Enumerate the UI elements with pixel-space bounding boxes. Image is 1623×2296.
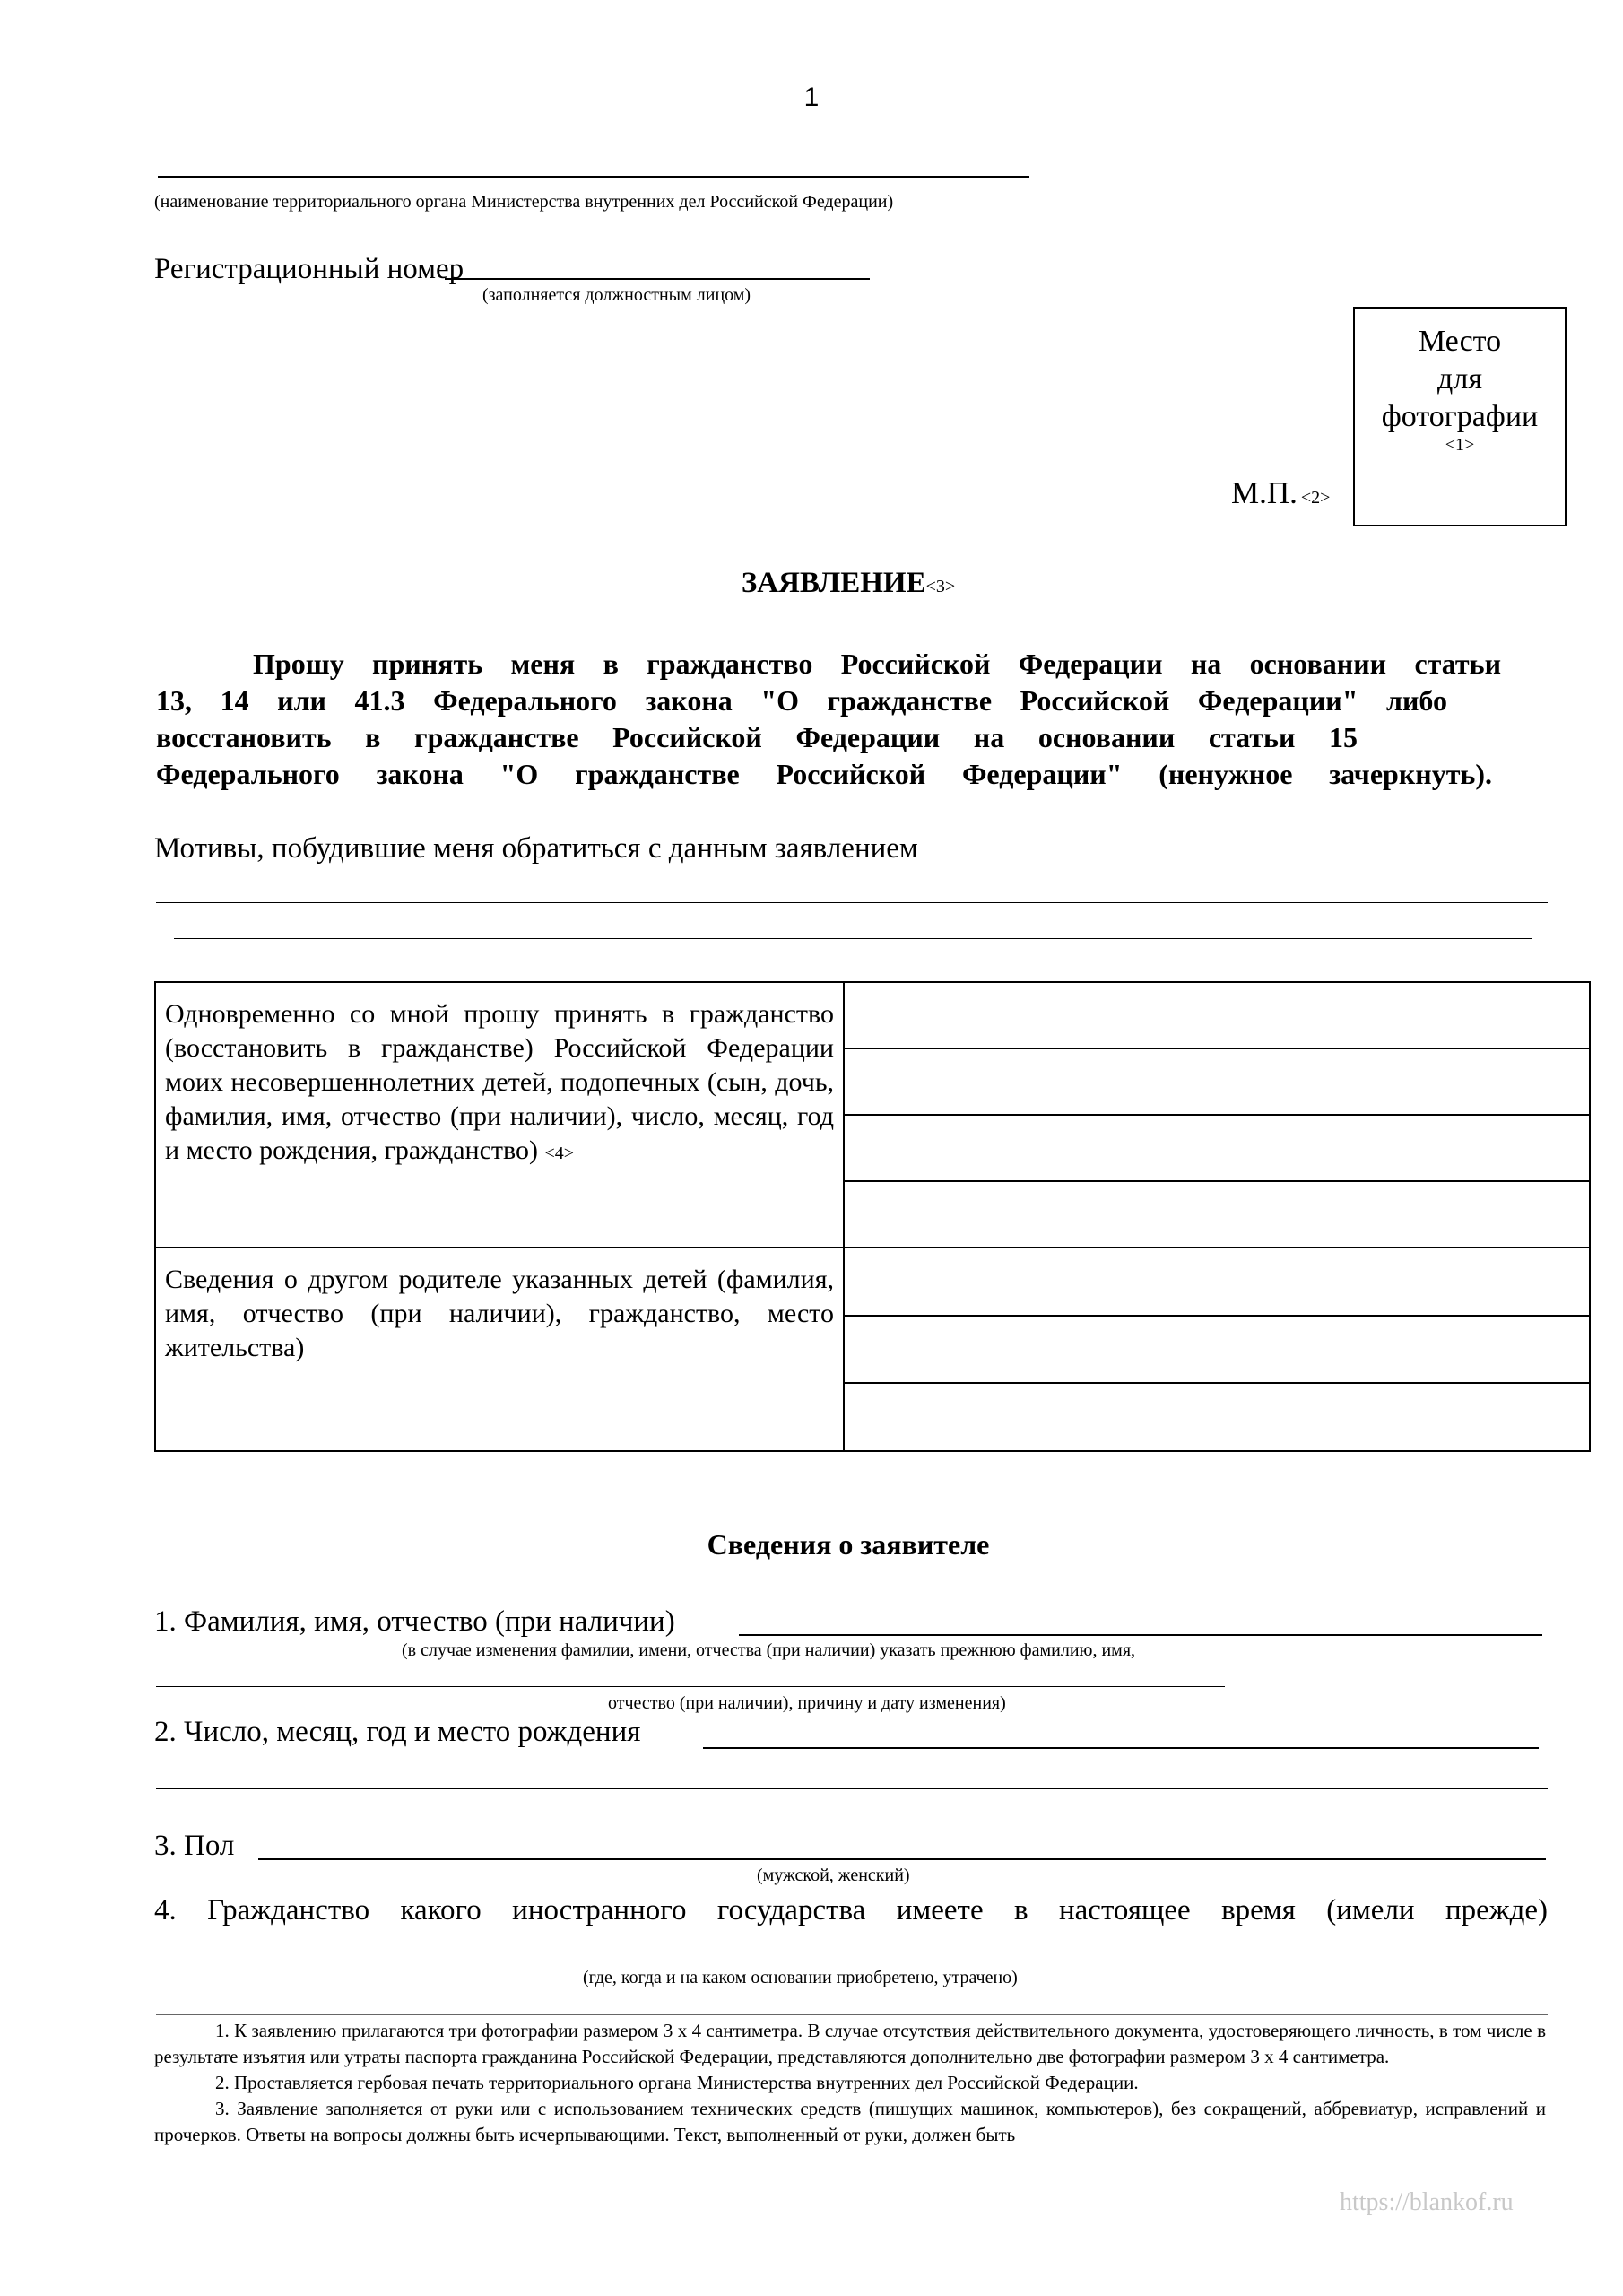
children-entry-row[interactable] bbox=[845, 983, 1589, 1049]
children-info-table bbox=[154, 981, 1591, 1452]
children-entry-row[interactable] bbox=[845, 1116, 1589, 1182]
footnote-separator bbox=[156, 2014, 1548, 2015]
children-description-text: Одновременно со мной прошу принять в гражданство (восстановить в гражданстве) Российской Федерации моих несовершеннолетних детей, подопечных (сын, дочь, фамилия, имя, отчество (при наличии), число, месяц, год и место рождения, гражданство) bbox=[165, 999, 834, 1165]
footnotes bbox=[154, 2018, 1546, 2148]
motives-label: Мотивы, побудившие меня обратиться с данным заявлением bbox=[154, 832, 918, 865]
motives-field-line-1[interactable] bbox=[156, 902, 1548, 903]
q1-caption-1: (в случае изменения фамилии, имени, отчества (при наличии) указать прежнюю фамилию, имя, bbox=[402, 1640, 1136, 1660]
photo-label-line1: Место bbox=[1418, 325, 1502, 358]
q2-birth-field-line[interactable] bbox=[703, 1747, 1539, 1749]
other-parent-entry-row[interactable] bbox=[845, 1384, 1589, 1450]
motives-field-line-2[interactable] bbox=[174, 938, 1532, 939]
watermark-link[interactable]: https://blankof.ru bbox=[1340, 2188, 1514, 2216]
stamp-place bbox=[1231, 475, 1330, 511]
document-title bbox=[0, 567, 1623, 600]
q1-name-label: 1. Фамилия, имя, отчество (при наличии) bbox=[154, 1605, 675, 1638]
q2-birth-field-line-2[interactable] bbox=[156, 1788, 1548, 1789]
other-parent-description-cell bbox=[155, 1248, 844, 1451]
other-parent-entry-row[interactable] bbox=[845, 1317, 1589, 1385]
statement-line-4: Федерального закона "О гражданстве Российской Федерации" (ненужное зачеркнуть). bbox=[156, 758, 1492, 790]
statement-line-2: 13, 14 или 41.3 Федерального закона "О гражданстве Российской Федерации" либо bbox=[156, 684, 1447, 717]
stamp-footnote-ref: <2> bbox=[1300, 488, 1331, 508]
authority-caption: (наименование территориального органа Министерства внутренних дел Российской Федерации) bbox=[154, 192, 894, 212]
photo-label-line3: фотографии bbox=[1381, 400, 1539, 433]
applicant-section-heading: Сведения о заявителе bbox=[707, 1528, 990, 1561]
reg-number-label: Регистрационный номер bbox=[154, 253, 464, 285]
reg-number-caption: (заполняется должностным лицом) bbox=[482, 285, 751, 305]
q3-sex-field-line[interactable] bbox=[258, 1858, 1546, 1860]
q3-sex-label: 3. Пол bbox=[154, 1830, 235, 1862]
footnote-3: 3. Заявление заполняется от руки или с использованием технических средств (пишущих машинок, компьютеров), без сокращений, аббревиатур, исправлений и прочерков. Ответы на вопросы должны быть исчерпывающими. Текст, выполненный от руки, должен быть bbox=[154, 2098, 1546, 2145]
q4-citizenship-label: 4. Гражданство какого иностранного государства имеете в настоящее время (имели прежде) bbox=[154, 1894, 1548, 1926]
statement-line-3: восстановить в гражданстве Российской Федерации на основании статьи 15 bbox=[156, 721, 1358, 753]
reg-number-field-line[interactable] bbox=[445, 278, 870, 280]
statement-body bbox=[156, 646, 1501, 793]
children-entry-cell bbox=[844, 982, 1590, 1248]
other-parent-description-text: Сведения о другом родителе указанных детей (фамилия, имя, отчество (при наличии), гражданство, место жительства) bbox=[165, 1265, 834, 1362]
title-text: ЗАЯВЛЕНИЕ bbox=[741, 567, 926, 599]
q1-extra-field-line[interactable] bbox=[156, 1686, 1225, 1687]
other-parent-entry-cell bbox=[844, 1248, 1590, 1451]
q1-caption-2: отчество (при наличии), причину и дату изменения) bbox=[608, 1693, 1006, 1713]
page-number: 1 bbox=[803, 83, 820, 112]
footnote-1: 1. К заявлению прилагаются три фотографии размером 3 х 4 сантиметра. В случае отсутствия действительного документа, удостоверяющего личность, в том числе в результате изъятия или утраты паспорта гражданина Российской Федерации, представляются дополнительно две фотографии размером 3 х 4 сантиметра. bbox=[154, 2020, 1546, 2067]
q2-birth-label: 2. Число, месяц, год и место рождения bbox=[154, 1716, 641, 1748]
children-entry-row[interactable] bbox=[845, 1049, 1589, 1116]
photo-label-line2: для bbox=[1437, 362, 1482, 396]
other-parent-entry-row[interactable] bbox=[845, 1248, 1589, 1317]
title-footnote-ref: <3> bbox=[925, 577, 956, 596]
children-footnote-ref: <4> bbox=[544, 1144, 575, 1163]
authority-field-line[interactable] bbox=[158, 176, 1029, 178]
footnote-2: 2. Проставляется гербовая печать территориального органа Министерства внутренних дел Российской Федерации. bbox=[215, 2072, 1139, 2093]
children-description-cell bbox=[155, 982, 844, 1248]
stamp-label: М.П. bbox=[1231, 475, 1298, 510]
q4-caption: (где, когда и на каком основании приобретено, утрачено) bbox=[583, 1968, 1018, 1987]
photo-placeholder-box bbox=[1353, 307, 1567, 526]
q3-caption: (мужской, женский) bbox=[757, 1866, 910, 1885]
photo-footnote-ref: <1> bbox=[1445, 435, 1475, 455]
statement-line-1: Прошу принять меня в гражданство Российской Федерации на основании статьи bbox=[253, 648, 1501, 680]
children-entry-row[interactable] bbox=[845, 1182, 1589, 1247]
q1-name-field-line[interactable] bbox=[739, 1634, 1542, 1636]
